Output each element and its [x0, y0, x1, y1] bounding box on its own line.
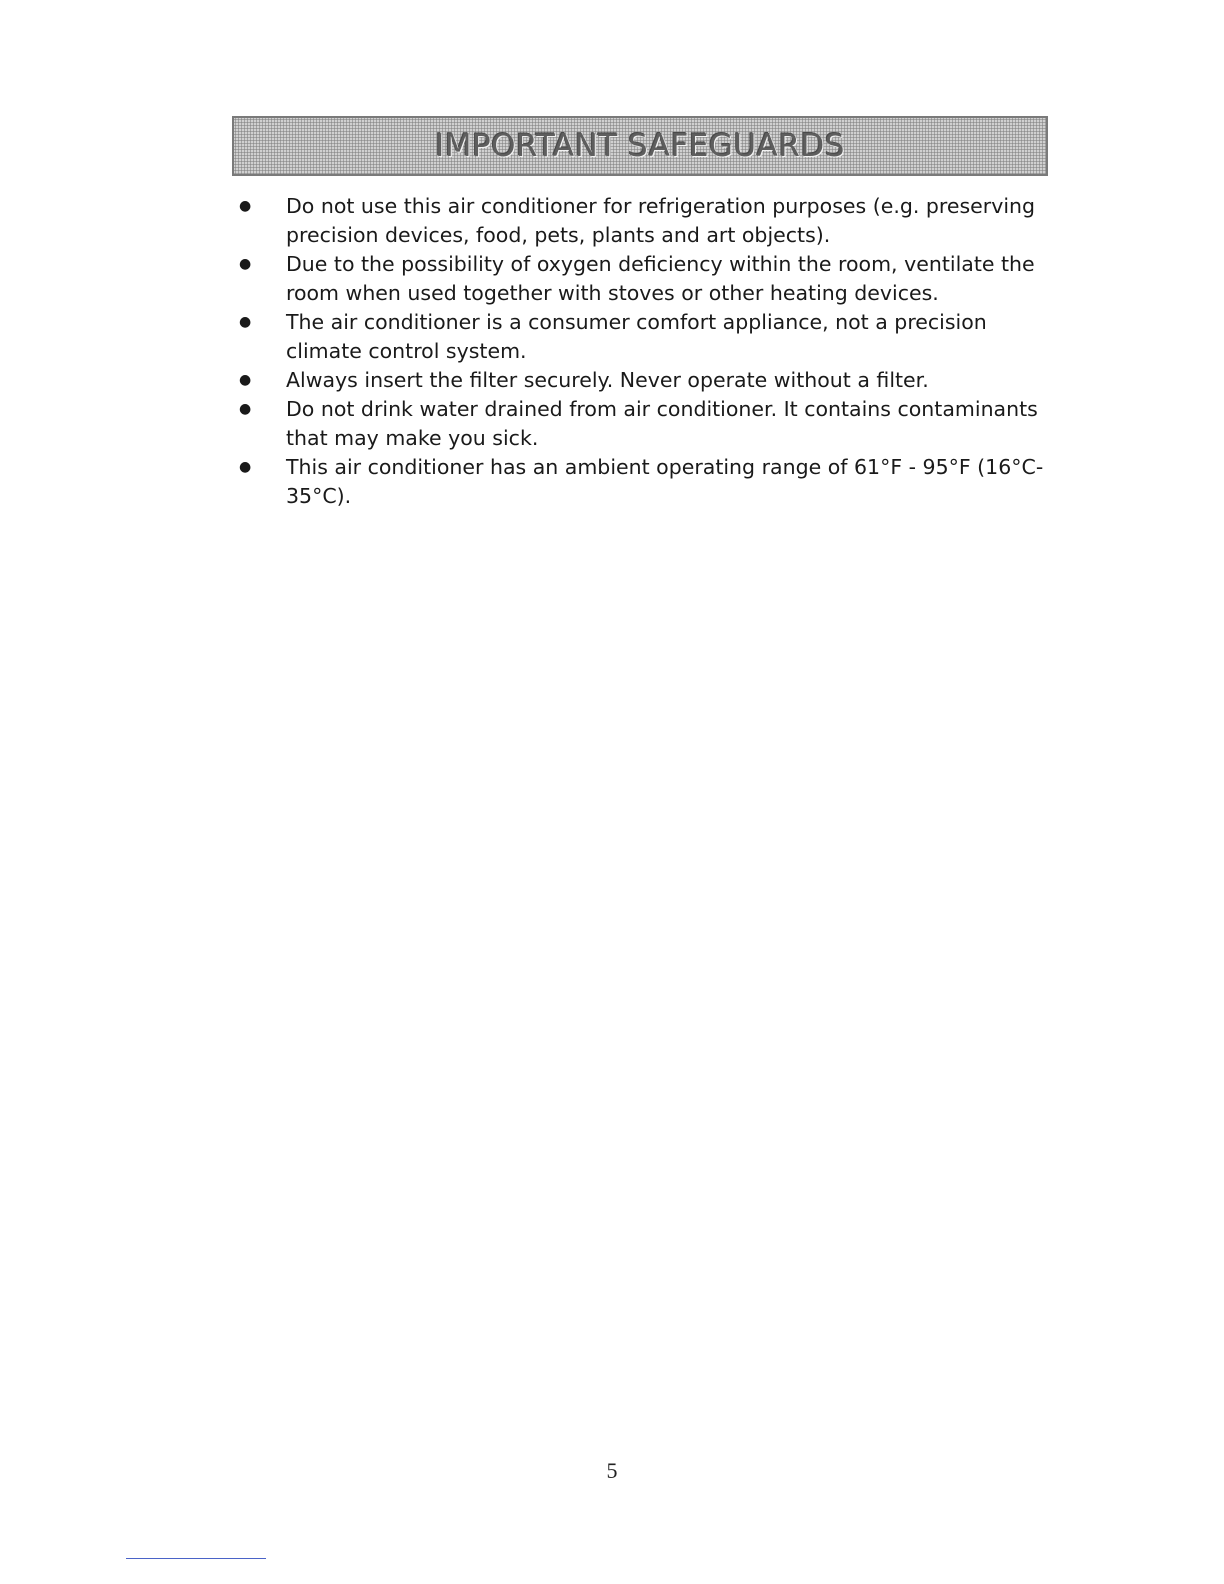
safeguard-text: This air conditioner has an ambient operating range of 61°F - 95°F (16°C-35°C).: [286, 455, 1044, 508]
safeguard-text: Do not use this air conditioner for refrigeration purposes (e.g. preserving precision devices, food, pets, plants and art objects).: [286, 194, 1036, 247]
safeguard-list: [236, 192, 1056, 511]
list-item: [236, 366, 1056, 395]
bullet-icon: ●: [239, 198, 252, 214]
bullet-icon: ●: [239, 314, 252, 330]
list-item: [236, 453, 1056, 511]
safeguard-text: Always insert the filter securely. Never operate without a filter.: [286, 368, 929, 392]
bullet-icon: ●: [239, 256, 252, 272]
list-item: [236, 395, 1056, 453]
bullet-icon: ●: [239, 401, 252, 417]
page-number: 5: [606, 1458, 618, 1483]
bullet-icon: ●: [239, 459, 252, 475]
footer-divider: [126, 1558, 266, 1559]
safeguard-text: The air conditioner is a consumer comfort appliance, not a precision climate control system.: [286, 310, 987, 363]
section-title: IMPORTANT SAFEGUARDS: [435, 128, 845, 164]
bullet-icon: ●: [239, 372, 252, 388]
safeguard-text: Due to the possibility of oxygen deficiency within the room, ventilate the room when used together with stoves or other heating devices.: [286, 252, 1035, 305]
list-item: [236, 308, 1056, 366]
safeguard-text: Do not drink water drained from air conditioner. It contains contaminants that may make you sick.: [286, 397, 1038, 450]
list-item: [236, 250, 1056, 308]
list-item: [236, 192, 1056, 250]
section-banner: [232, 116, 1048, 176]
